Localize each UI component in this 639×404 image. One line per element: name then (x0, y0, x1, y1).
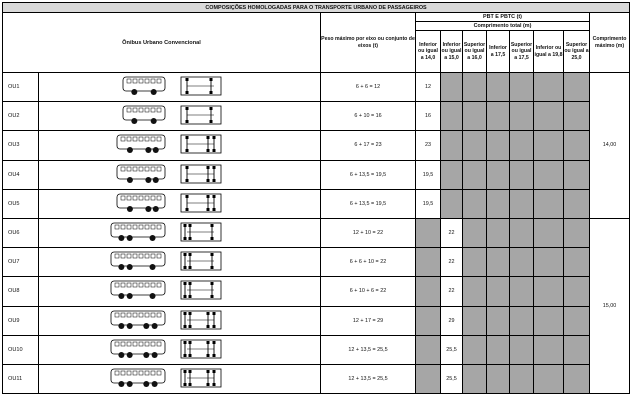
gray-cell (416, 218, 441, 247)
length-group-header: Comprimento total (m) (416, 22, 590, 31)
row-pbt: 12 (416, 73, 441, 102)
gray-cell (510, 218, 534, 247)
bus-images (39, 189, 321, 218)
gray-cell (510, 189, 534, 218)
vehicle-header: Ônibus Urbano Convencional (3, 13, 321, 73)
gray-cell (441, 102, 463, 131)
table-row (3, 277, 630, 306)
row-weights: 6 + 10 + 6 = 22 (321, 277, 416, 306)
gray-cell (564, 102, 590, 131)
gray-cell (416, 248, 441, 277)
bus-images (39, 364, 321, 393)
bus-images (39, 306, 321, 335)
length-col-7: Superior ou igual a 25,0 (564, 31, 590, 73)
row-weights: 12 + 10 = 22 (321, 218, 416, 247)
compositions-table (2, 2, 630, 394)
bus-images (39, 131, 321, 160)
row-weights: 6 + 6 = 12 (321, 73, 416, 102)
gray-cell (487, 160, 510, 189)
gray-cell (534, 306, 564, 335)
row-pbt: 22 (441, 218, 463, 247)
row-weights: 6 + 13,5 = 19,5 (321, 189, 416, 218)
bus-images (39, 102, 321, 131)
gray-cell (463, 189, 487, 218)
bus-drawing (109, 103, 227, 127)
row-code: OU6 (3, 218, 39, 247)
row-pbt: 22 (441, 248, 463, 277)
gray-cell (534, 364, 564, 393)
gray-cell (463, 160, 487, 189)
row-pbt: 16 (416, 102, 441, 131)
row-code: OU9 (3, 306, 39, 335)
row-weights: 12 + 13,5 = 25,5 (321, 335, 416, 364)
gray-cell (510, 248, 534, 277)
table-row (3, 102, 630, 131)
gray-cell (441, 160, 463, 189)
gray-cell (510, 160, 534, 189)
row-weights: 6 + 10 = 16 (321, 102, 416, 131)
gray-cell (463, 102, 487, 131)
row-weights: 6 + 17 = 23 (321, 131, 416, 160)
gray-cell (463, 364, 487, 393)
bus-drawing (109, 249, 227, 273)
length-col-6: Inferior ou igual a 19,8 (534, 31, 564, 73)
gray-cell (487, 335, 510, 364)
table-title: COMPOSIÇÕES HOMOLOGADAS PARA O TRANSPORTE URBANO DE PASSAGEIROS (3, 3, 630, 13)
row-pbt: 29 (441, 306, 463, 335)
gray-cell (463, 218, 487, 247)
bus-drawing (109, 278, 227, 302)
gray-cell (487, 306, 510, 335)
gray-cell (564, 189, 590, 218)
row-code: OU5 (3, 189, 39, 218)
gray-cell (463, 335, 487, 364)
gray-cell (564, 73, 590, 102)
gray-cell (534, 73, 564, 102)
table-body (3, 73, 630, 394)
bus-drawing (109, 220, 227, 244)
row-code: OU11 (3, 364, 39, 393)
gray-cell (510, 102, 534, 131)
gray-cell (441, 131, 463, 160)
bus-drawing (109, 162, 227, 186)
gray-cell (487, 73, 510, 102)
gray-cell (564, 248, 590, 277)
bus-images (39, 218, 321, 247)
gray-cell (510, 277, 534, 306)
gray-cell (463, 248, 487, 277)
gray-cell (564, 160, 590, 189)
max-length-group-1: 14,00 (590, 73, 630, 219)
gray-cell (416, 364, 441, 393)
gray-cell (487, 102, 510, 131)
row-code: OU10 (3, 335, 39, 364)
row-code: OU7 (3, 248, 39, 277)
gray-cell (534, 248, 564, 277)
row-pbt: 19,5 (416, 189, 441, 218)
gray-cell (487, 218, 510, 247)
bus-images (39, 335, 321, 364)
gray-cell (416, 306, 441, 335)
gray-cell (441, 189, 463, 218)
gray-cell (463, 306, 487, 335)
gray-cell (463, 131, 487, 160)
bus-images (39, 160, 321, 189)
row-weights: 12 + 13,5 = 25,5 (321, 364, 416, 393)
row-weights: 6 + 13,5 = 19,5 (321, 160, 416, 189)
gray-cell (534, 218, 564, 247)
weight-header: Peso máximo por eixo ou conjunto de eixos (t) (321, 13, 416, 73)
table-row (3, 306, 630, 335)
row-code: OU2 (3, 102, 39, 131)
gray-cell (463, 277, 487, 306)
bus-images (39, 248, 321, 277)
gray-cell (487, 248, 510, 277)
gray-cell (564, 218, 590, 247)
bus-images (39, 73, 321, 102)
row-pbt: 25,5 (441, 364, 463, 393)
max-length-group-2: 15,00 (590, 218, 630, 393)
pbt-group-header: PBT E PBTC (t) (416, 13, 590, 22)
bus-drawing (109, 132, 227, 156)
gray-cell (510, 73, 534, 102)
bus-drawing (109, 337, 227, 361)
gray-cell (487, 277, 510, 306)
row-pbt: 23 (416, 131, 441, 160)
gray-cell (463, 73, 487, 102)
gray-cell (534, 160, 564, 189)
table-row (3, 364, 630, 393)
gray-cell (487, 131, 510, 160)
length-col-3: Superior ou igual a 16,0 (463, 31, 487, 73)
row-pbt: 19,5 (416, 160, 441, 189)
row-code: OU1 (3, 73, 39, 102)
gray-cell (564, 131, 590, 160)
gray-cell (564, 364, 590, 393)
length-col-1: Inferior ou igual a 14,0 (416, 31, 441, 73)
gray-cell (534, 277, 564, 306)
gray-cell (534, 189, 564, 218)
table-row (3, 189, 630, 218)
gray-cell (564, 277, 590, 306)
row-weights: 12 + 17 = 29 (321, 306, 416, 335)
gray-cell (534, 335, 564, 364)
gray-cell (564, 306, 590, 335)
gray-cell (510, 131, 534, 160)
table-row (3, 335, 630, 364)
bus-drawing (109, 308, 227, 332)
max-length-header: Comprimento máximo (m) (590, 13, 630, 73)
table-row (3, 73, 630, 102)
table-row (3, 131, 630, 160)
row-code: OU8 (3, 277, 39, 306)
bus-images (39, 277, 321, 306)
row-pbt: 22 (441, 277, 463, 306)
bus-drawing (109, 191, 227, 215)
bus-drawing (109, 366, 227, 390)
row-code: OU3 (3, 131, 39, 160)
gray-cell (534, 102, 564, 131)
gray-cell (441, 73, 463, 102)
gray-cell (510, 364, 534, 393)
table-row (3, 160, 630, 189)
gray-cell (416, 277, 441, 306)
gray-cell (510, 335, 534, 364)
gray-cell (487, 364, 510, 393)
length-col-2: Inferior ou igual a 15,0 (441, 31, 463, 73)
length-col-4: Inferior a 17,5 (487, 31, 510, 73)
gray-cell (416, 335, 441, 364)
row-code: OU4 (3, 160, 39, 189)
length-col-5: Superior ou igual a 17,5 (510, 31, 534, 73)
table-row (3, 248, 630, 277)
bus-drawing (109, 74, 227, 98)
table-row (3, 218, 630, 247)
row-weights: 6 + 6 + 10 = 22 (321, 248, 416, 277)
gray-cell (564, 335, 590, 364)
row-pbt: 25,5 (441, 335, 463, 364)
gray-cell (534, 131, 564, 160)
gray-cell (510, 306, 534, 335)
gray-cell (487, 189, 510, 218)
